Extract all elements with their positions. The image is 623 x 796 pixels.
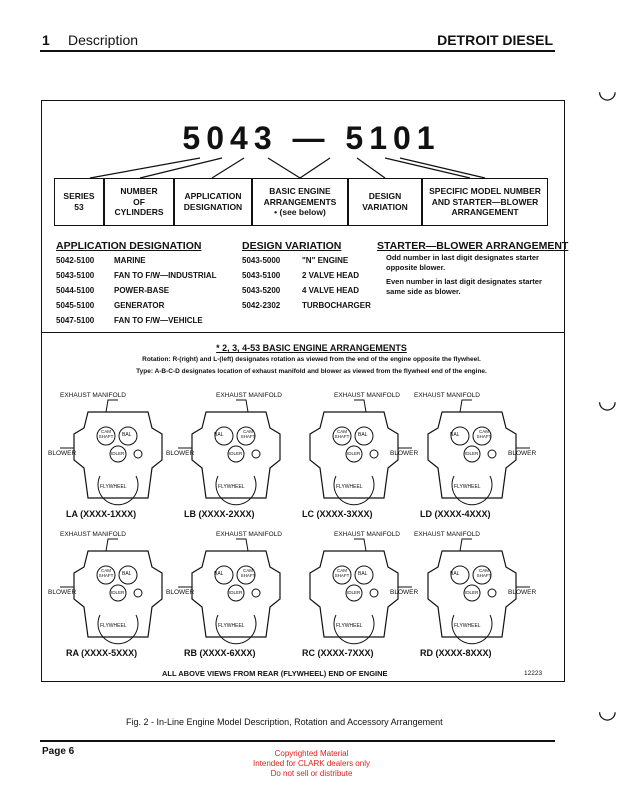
application-row: 5045-5100 GENERATOR bbox=[56, 301, 165, 310]
binder-mark-icon: ◡ bbox=[597, 78, 617, 103]
copyright-line: Intended for CLARK dealers only bbox=[253, 759, 370, 768]
brand-title: DETROIT DIESEL bbox=[437, 32, 553, 48]
design-variation-box: DESIGN VARIATION bbox=[348, 178, 422, 226]
specific-model-box: SPECIFIC MODEL NUMBER AND STARTER—BLOWER ARRANGEMENT bbox=[422, 178, 548, 226]
engine-diagram bbox=[412, 392, 537, 522]
starter-heading: STARTER—BLOWER ARRANGEMENT bbox=[377, 240, 569, 252]
flywheel-label: FLYWHEEL bbox=[100, 484, 127, 490]
flywheel-label: FLYWHEEL bbox=[336, 623, 363, 629]
bal-label: BAL bbox=[450, 432, 460, 438]
flywheel-label: FLYWHEEL bbox=[218, 623, 245, 629]
design-row: 5043-5200 4 VALVE HEAD bbox=[242, 286, 360, 295]
arrangement-caption: RA (XXXX-5XXX) bbox=[66, 648, 138, 658]
section-rule bbox=[41, 332, 565, 333]
application-row: 5042-5100 MARINE bbox=[56, 256, 146, 265]
cylinders-box: NUMBER OF CYLINDERS bbox=[104, 178, 174, 226]
design-row: 5042-2302 TURBOCHARGER bbox=[242, 301, 371, 310]
design-row: 5043-5000 "N" ENGINE bbox=[242, 256, 349, 265]
camshaft-label: CAM SHAFT bbox=[98, 568, 114, 578]
exhaust-manifold-label: EXHAUST MANIFOLD bbox=[334, 531, 400, 538]
flywheel-label: FLYWHEEL bbox=[218, 484, 245, 490]
application-row: 5043-5100 FAN TO F/W—INDUSTRIAL bbox=[56, 271, 217, 280]
idler-label: IDLER bbox=[229, 590, 243, 595]
blower-label: BLOWER bbox=[508, 589, 537, 596]
flywheel-label: FLYWHEEL bbox=[336, 484, 363, 490]
binder-mark-icon: ◡ bbox=[597, 388, 617, 413]
arrangement-caption: LB (XXXX-2XXX) bbox=[184, 509, 255, 519]
arrangement-caption: RB (XXXX-6XXX) bbox=[184, 648, 256, 658]
blower-label: BLOWER bbox=[390, 450, 419, 457]
engine-diagram bbox=[48, 392, 178, 522]
footer-rule bbox=[40, 740, 555, 742]
exhaust-manifold-label: EXHAUST MANIFOLD bbox=[334, 392, 400, 399]
rotation-note: Rotation: R-(right) and L-(left) designates rotation as viewed from the end of the engine opposite the flywheel. bbox=[142, 356, 481, 363]
bal-label: BAL bbox=[122, 571, 132, 577]
idler-label: IDLER bbox=[229, 451, 243, 456]
application-heading: APPLICATION DESIGNATION bbox=[56, 240, 202, 252]
arrangement-caption: RD (XXXX-8XXX) bbox=[420, 648, 492, 658]
engine-diagram bbox=[166, 392, 296, 522]
engine-diagram bbox=[48, 531, 178, 661]
flywheel-label: FLYWHEEL bbox=[454, 484, 481, 490]
camshaft-label: CAM SHAFT bbox=[476, 429, 492, 439]
arrangement-caption: LD (XXXX-4XXX) bbox=[420, 509, 491, 519]
bal-label: BAL bbox=[214, 571, 224, 577]
figure-caption: Fig. 2 - In-Line Engine Model Description, Rotation and Accessory Arrangement bbox=[126, 717, 443, 727]
blower-label: BLOWER bbox=[508, 450, 537, 457]
binder-mark-icon: ◡ bbox=[597, 698, 617, 723]
bal-label: BAL bbox=[214, 432, 224, 438]
chapter-title: Description bbox=[68, 32, 139, 48]
design-row: 5043-5100 2 VALVE HEAD bbox=[242, 271, 360, 280]
exhaust-manifold-label: EXHAUST MANIFOLD bbox=[216, 531, 282, 538]
engine-diagram bbox=[166, 531, 296, 661]
exhaust-manifold-label: EXHAUST MANIFOLD bbox=[216, 392, 282, 399]
engine-diagram bbox=[294, 392, 419, 522]
basic-heading: * 2, 3, 4-53 BASIC ENGINE ARRANGEMENTS bbox=[216, 343, 407, 353]
copyright-line: Do not sell or distribute bbox=[270, 769, 353, 778]
page-number: Page 6 bbox=[42, 746, 75, 757]
views-note: ALL ABOVE VIEWS FROM REAR (FLYWHEEL) END OF ENGINE bbox=[162, 669, 388, 678]
camshaft-label: CAM SHAFT bbox=[240, 429, 256, 439]
camshaft-label: CAM SHAFT bbox=[476, 568, 492, 578]
series-box: SERIES 53 bbox=[54, 178, 104, 226]
copyright-line: Copyrighted Material bbox=[274, 749, 349, 758]
blower-label: BLOWER bbox=[166, 589, 195, 596]
chapter-number: 1 bbox=[42, 32, 50, 48]
idler-label: IDLER bbox=[111, 451, 125, 456]
camshaft-label: CAM SHAFT bbox=[334, 568, 350, 578]
idler-label: IDLER bbox=[111, 590, 125, 595]
application-row: 5047-5100 FAN TO F/W—VEHICLE bbox=[56, 316, 203, 325]
idler-label: IDLER bbox=[347, 451, 361, 456]
starter-note-even: Even number in last digit designates starter same side as blower. bbox=[386, 277, 542, 296]
bal-label: BAL bbox=[122, 432, 132, 438]
application-row: 5044-5100 POWER-BASE bbox=[56, 286, 170, 295]
bal-label: BAL bbox=[450, 571, 460, 577]
idler-label: IDLER bbox=[465, 590, 479, 595]
type-note: Type: A-B-C-D designates location of exhaust manifold and blower as viewed from the flywheel end of the engine. bbox=[136, 368, 487, 375]
bal-label: BAL bbox=[358, 571, 368, 577]
engine-diagram bbox=[294, 531, 419, 661]
exhaust-manifold-label: EXHAUST MANIFOLD bbox=[60, 531, 126, 538]
flywheel-label: FLYWHEEL bbox=[100, 623, 127, 629]
basic-engine-box: BASIC ENGINE ARRANGEMENTS • (see below) bbox=[252, 178, 348, 226]
figure-number: 12223 bbox=[524, 670, 543, 677]
exhaust-manifold-label: EXHAUST MANIFOLD bbox=[60, 392, 126, 399]
blower-label: BLOWER bbox=[166, 450, 195, 457]
blower-label: BLOWER bbox=[48, 589, 77, 596]
engine-diagram bbox=[412, 531, 537, 661]
starter-note-odd: Odd number in last digit designates starter opposite blower. bbox=[386, 253, 539, 272]
camshaft-label: CAM SHAFT bbox=[240, 568, 256, 578]
arrangement-caption: LA (XXXX-1XXX) bbox=[66, 509, 137, 519]
blower-label: BLOWER bbox=[390, 589, 419, 596]
model-number: 5043 — 5101 bbox=[182, 120, 441, 156]
idler-label: IDLER bbox=[347, 590, 361, 595]
idler-label: IDLER bbox=[465, 451, 479, 456]
exhaust-manifold-label: EXHAUST MANIFOLD bbox=[414, 531, 480, 538]
flywheel-label: FLYWHEEL bbox=[454, 623, 481, 629]
bal-label: BAL bbox=[358, 432, 368, 438]
camshaft-label: CAM SHAFT bbox=[98, 429, 114, 439]
exhaust-manifold-label: EXHAUST MANIFOLD bbox=[414, 392, 480, 399]
blower-label: BLOWER bbox=[48, 450, 77, 457]
application-box: APPLICATION DESIGNATION bbox=[174, 178, 252, 226]
arrangement-caption: LC (XXXX-3XXX) bbox=[302, 509, 373, 519]
design-heading: DESIGN VARIATION bbox=[242, 240, 342, 252]
arrangement-caption: RC (XXXX-7XXX) bbox=[302, 648, 374, 658]
camshaft-label: CAM SHAFT bbox=[334, 429, 350, 439]
